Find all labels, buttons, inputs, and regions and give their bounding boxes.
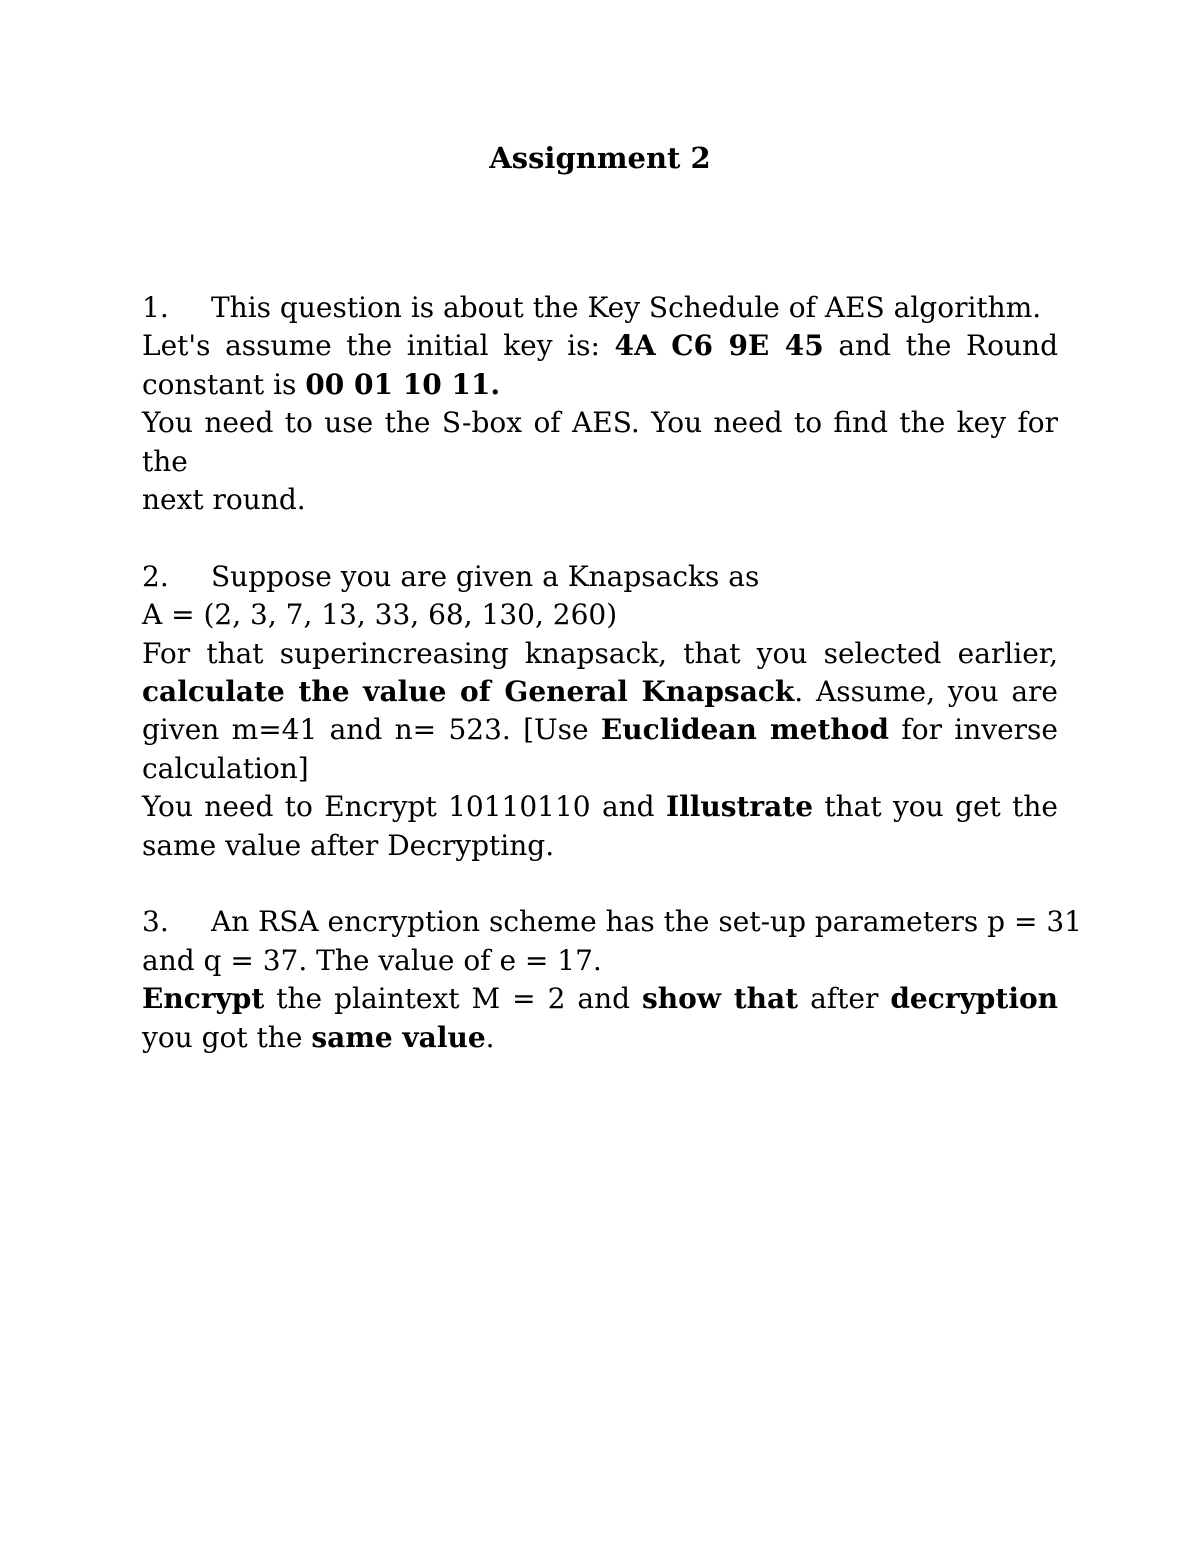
text-span: you got the [142, 1020, 312, 1054]
question-2 [142, 558, 1058, 865]
text-line [142, 788, 1058, 826]
text-span: . [485, 1020, 495, 1054]
bold-phrase: same value [311, 1020, 486, 1054]
text-line [142, 673, 1058, 711]
text-span: and the Round [823, 329, 1058, 363]
round-constant: 00 01 10 11. [305, 367, 501, 401]
question-1-heading [142, 289, 1058, 327]
document-title: Assignment 2 [489, 141, 711, 175]
question-number: 2. [142, 559, 169, 593]
text-line: You need to use the S-box of AES. You need to find the key for the [142, 406, 1058, 478]
question-1 [142, 289, 1058, 519]
text-line [142, 366, 1058, 404]
bold-phrase: Illustrate [665, 790, 814, 824]
text-span: given m=41 and n= 523. [Use [142, 713, 601, 747]
knapsack-definition: A = (2, 3, 7, 13, 33, 68, 130, 260) [142, 598, 618, 632]
bold-phrase: calculate the value of General Knapsack [142, 675, 795, 709]
text-span: . Assume, you are [794, 675, 1058, 709]
text-line [142, 327, 1058, 365]
text-line [142, 711, 1058, 749]
text-span: Let's assume the initial key is: [142, 329, 615, 363]
text-line: and q = 37. The value of e = 17. [142, 943, 602, 977]
question-number: 1. [142, 291, 169, 324]
text-span: You need to Encrypt 10110110 and [142, 790, 666, 824]
question-2-heading [142, 558, 1058, 596]
question-text: Suppose you are given a Knapsacks as [211, 559, 760, 593]
text-span: for inverse [889, 713, 1058, 747]
question-number: 3. [142, 905, 169, 939]
text-line: same value after Decrypting. [142, 828, 555, 862]
document-body [142, 289, 1082, 1095]
text-span: after [798, 982, 891, 1016]
bold-phrase: show that [642, 982, 799, 1016]
text-line: calculation] [142, 751, 309, 785]
text-line [142, 980, 1058, 1018]
bold-phrase: Euclidean method [600, 713, 890, 747]
bold-phrase: Encrypt [142, 982, 265, 1016]
question-3 [142, 903, 1082, 1057]
text-span: that you get the [813, 790, 1058, 824]
question-text: An RSA encryption scheme has the set-up parameters p = 31 [211, 905, 1082, 939]
text-line: next round. [142, 483, 306, 517]
text-span: the plaintext M = 2 and [264, 982, 643, 1016]
question-3-heading [142, 903, 1082, 941]
text-line [142, 1019, 1058, 1057]
text-span: constant is [142, 367, 306, 401]
question-text: This question is about the Key Schedule of AES algorithm. [211, 291, 1042, 324]
text-line: For that superincreasing knapsack, that you selected earlier, [142, 636, 1058, 670]
initial-key: 4A C6 9E 45 [614, 329, 824, 363]
bold-phrase: decryption [890, 982, 1058, 1016]
